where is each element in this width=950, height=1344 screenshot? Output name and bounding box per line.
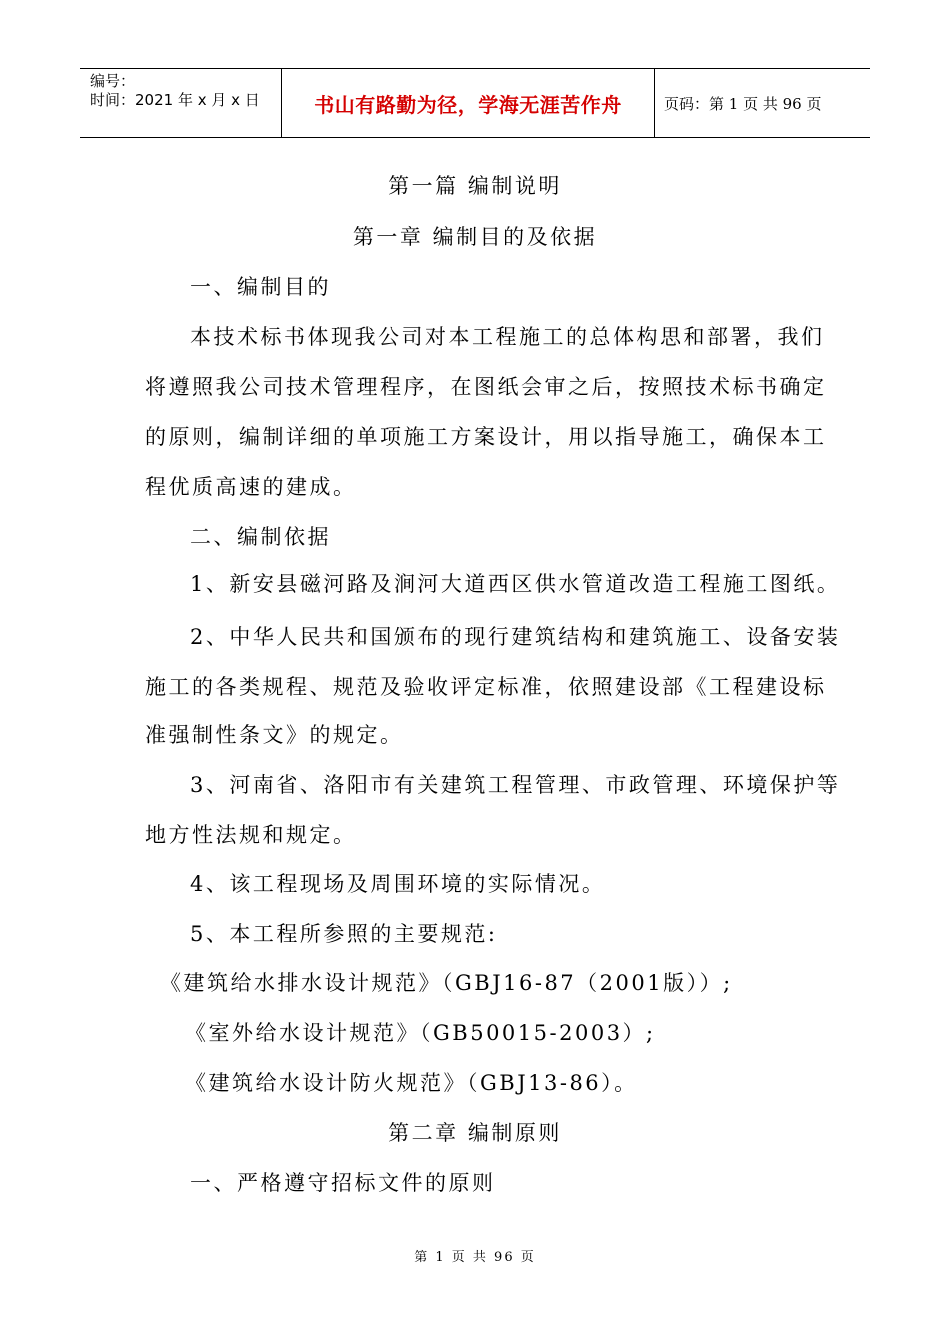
paragraph-line: 将遵照我公司技术管理程序，在图纸会审之后，按照技术标书确定 (145, 375, 827, 399)
norm-reference: 《建筑给水设计防火规范》（GBJ13-86）。 (185, 1071, 638, 1095)
section-heading: 一、编制目的 (190, 275, 331, 299)
list-item: 1、新安县磁河路及涧河大道西区供水管道改造工程施工图纸。 (190, 572, 841, 596)
list-item: 2、中华人民共和国颁布的现行建筑结构和建筑施工、设备安装 (190, 625, 841, 649)
list-item: 3、河南省、洛阳市有关建筑工程管理、市政管理、环境保护等 (190, 773, 841, 797)
header-motto: 书山有路勤为径，学海无涯苦作舟 (282, 69, 655, 137)
paragraph-line: 的原则，编制详细的单项施工方案设计，用以指导施工，确保本工 (145, 425, 827, 449)
list-item: 4、该工程现场及周围环境的实际情况。 (190, 872, 606, 896)
document-header (80, 68, 870, 138)
list-item-continuation: 准强制性条文》的规定。 (145, 723, 404, 747)
section-heading: 二、编制依据 (190, 525, 331, 549)
part-title: 第一篇 编制说明 (388, 174, 562, 198)
list-item-continuation: 地方性法规和规定。 (145, 823, 357, 847)
section-heading: 一、严格遵守招标文件的原则 (190, 1171, 496, 1195)
norm-reference: 《室外给水设计规范》（GB50015-2003）; (185, 1021, 656, 1045)
paragraph-line: 本技术标书体现我公司对本工程施工的总体构思和部署，我们 (190, 325, 825, 349)
code-label: 编号： (90, 72, 136, 90)
page-footer: 第 1 页 共 96 页 (414, 1250, 536, 1265)
chapter1-title: 第一章 编制目的及依据 (352, 225, 598, 249)
header-meta-cell (80, 69, 282, 137)
date-label: 时间：2021 年 x 月 x 日 (90, 91, 260, 109)
paragraph-line: 程优质高速的建成。 (145, 475, 357, 499)
header-page-info: 页码：第 1 页 共 96 页 (664, 94, 822, 113)
list-item: 5、本工程所参照的主要规范: (190, 922, 498, 946)
chapter2-title: 第二章 编制原则 (388, 1121, 562, 1145)
norm-reference: 《建筑给水排水设计规范》（GBJ16-87（2001版））; (160, 971, 733, 995)
list-item-continuation: 施工的各类规程、规范及验收评定标准，依照建设部《工程建设标 (145, 675, 827, 699)
